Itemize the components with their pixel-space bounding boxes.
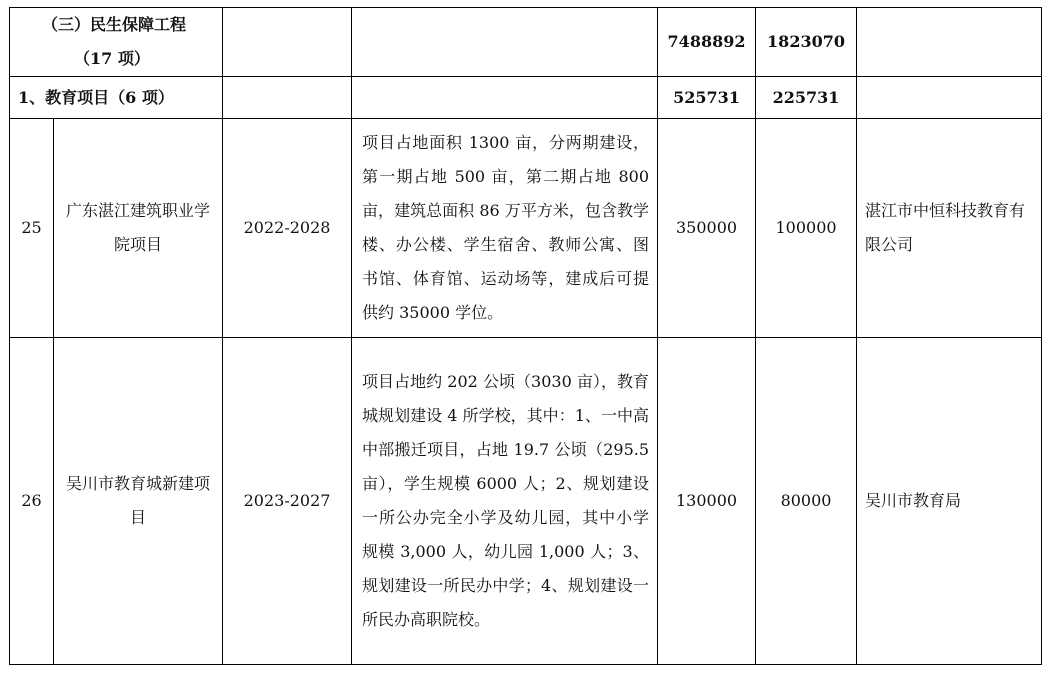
- project-table: [9, 7, 1042, 665]
- section-total-investment: 7488892: [658, 8, 756, 77]
- subsection-annual-investment: 225731: [756, 77, 857, 119]
- section-annual-investment: 1823070: [756, 8, 857, 77]
- section-title: （三）民生保障工程: [42, 15, 187, 34]
- project-description: 项目占地面积 1300 亩，分两期建设，第一期占地 500 亩，第二期占地 800 亩，建筑总面积 86 万平方米，包含教学楼、办公楼、学生宿舍、教师公寓、图书馆、体育馆、运动场等，建成后可提供约 35000 学位。: [352, 119, 658, 338]
- project-period: 2023-2027: [223, 338, 352, 665]
- section-title-cell: [10, 8, 223, 77]
- subsection-row: [10, 77, 1042, 119]
- project-annual-investment: 100000: [756, 119, 857, 338]
- project-owner: 吴川市教育局: [857, 338, 1042, 665]
- project-name: 广东湛江建筑职业学院项目: [54, 119, 223, 338]
- project-total-investment: 130000: [658, 338, 756, 665]
- empty-cell: [352, 8, 658, 77]
- project-number: 25: [10, 119, 54, 338]
- table-row: [10, 119, 1042, 338]
- empty-cell: [857, 77, 1042, 119]
- section-count: （17 项）: [74, 49, 150, 68]
- project-annual-investment: 80000: [756, 338, 857, 665]
- empty-cell: [223, 8, 352, 77]
- subsection-total-investment: 525731: [658, 77, 756, 119]
- subsection-title: 1、教育项目（6 项）: [10, 77, 223, 119]
- project-total-investment: 350000: [658, 119, 756, 338]
- project-description: 项目占地约 202 公顷（3030 亩），教育城规划建设 4 所学校，其中：1、一中高中部搬迁项目，占地 19.7 公顷（295.5 亩），学生规模 6000 人；2、规划建设一所公办完全小学及幼儿园，其中小学规模 3,000 人，幼儿园 1,000 人；3、规划建设一所民办中学；4、规划建设一所民办高职院校。: [352, 338, 658, 665]
- project-number: 26: [10, 338, 54, 665]
- empty-cell: [223, 77, 352, 119]
- section-row: [10, 8, 1042, 77]
- project-owner: 湛江市中恒科技教育有限公司: [857, 119, 1042, 338]
- empty-cell: [857, 8, 1042, 77]
- empty-cell: [352, 77, 658, 119]
- project-period: 2022-2028: [223, 119, 352, 338]
- table-row: [10, 338, 1042, 665]
- project-name: 吴川市教育城新建项目: [54, 338, 223, 665]
